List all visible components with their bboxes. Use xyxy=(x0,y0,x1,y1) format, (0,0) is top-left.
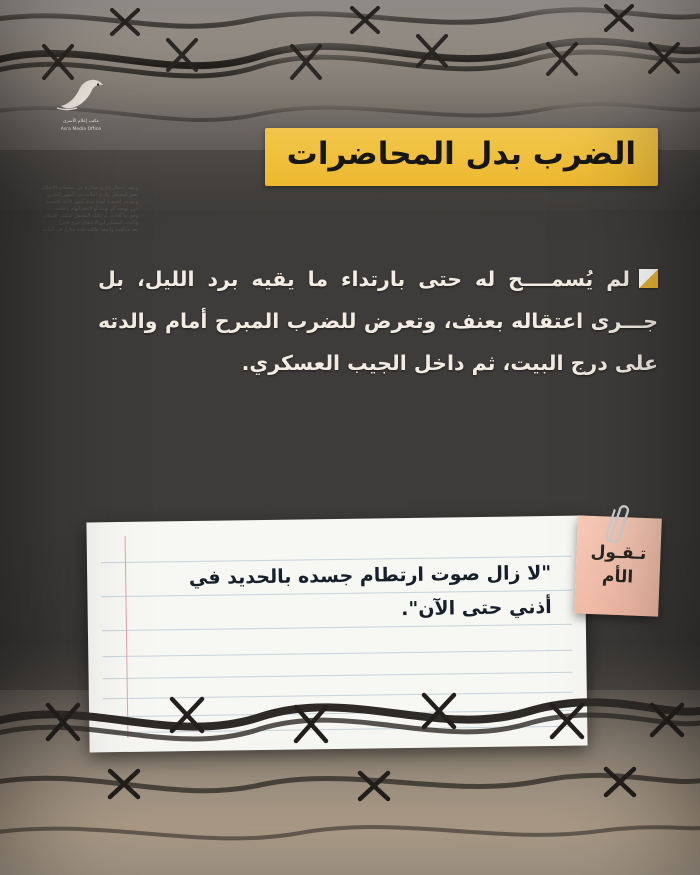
sticky-line-1: تـقـول xyxy=(590,541,647,565)
ghost-text-line: وثيقة اعتقال إداري صادرة عن سلطات الاحتلال xyxy=(41,185,138,191)
ghost-text-line: ويستمر التمديد لمدة ستة أشهر قابلة للتجديد xyxy=(46,199,138,205)
ghost-text-line: بعد مداهمة واسعة طالت عدة منازل في البلدة xyxy=(42,227,138,233)
square-bullet-icon xyxy=(639,269,658,288)
ghost-text-line: وأكدت المصادر أن الاعتقال جرى فجرا xyxy=(59,220,138,226)
quote-note-card xyxy=(86,516,587,753)
logo-caption-ar: مكتب إعلام الأسرى xyxy=(63,119,99,124)
logo-caption-en: Asra Media Office xyxy=(60,126,102,131)
page-title: الضرب بدل المحاضرات xyxy=(286,136,636,172)
note-ruled-lines xyxy=(86,516,587,753)
body-text: لم يُسمــــح له حتى بارتداء ما يقيه برد الليل، بل جـــرى اعتقاله بعنف، وتعرض للضرب المبرح أمام والدته على درج البيت، ثم داخل الجيب العسكري. xyxy=(98,267,658,375)
sticky-line-2: الأم xyxy=(601,566,634,588)
logo xyxy=(48,76,114,132)
dove-logo-icon xyxy=(51,76,111,114)
headline-banner xyxy=(265,128,658,186)
body-paragraph xyxy=(98,258,658,384)
ghost-text-line: وفق ما أفادت به عائلة المعتقل لمكتب الإعلام xyxy=(44,213,138,219)
ghost-text-line: دون توجيه أي تهمة أو لائحة اتهام واضحة xyxy=(55,206,138,212)
quote-text: "لا زال صوت ارتطام جسده بالحديد في أذني حتى الآن". xyxy=(188,562,552,621)
ghost-document-texture xyxy=(8,185,138,265)
ghost-text-line: بحق المعتقل بتاريخ الثالث من الشهر الجاري xyxy=(46,192,138,198)
